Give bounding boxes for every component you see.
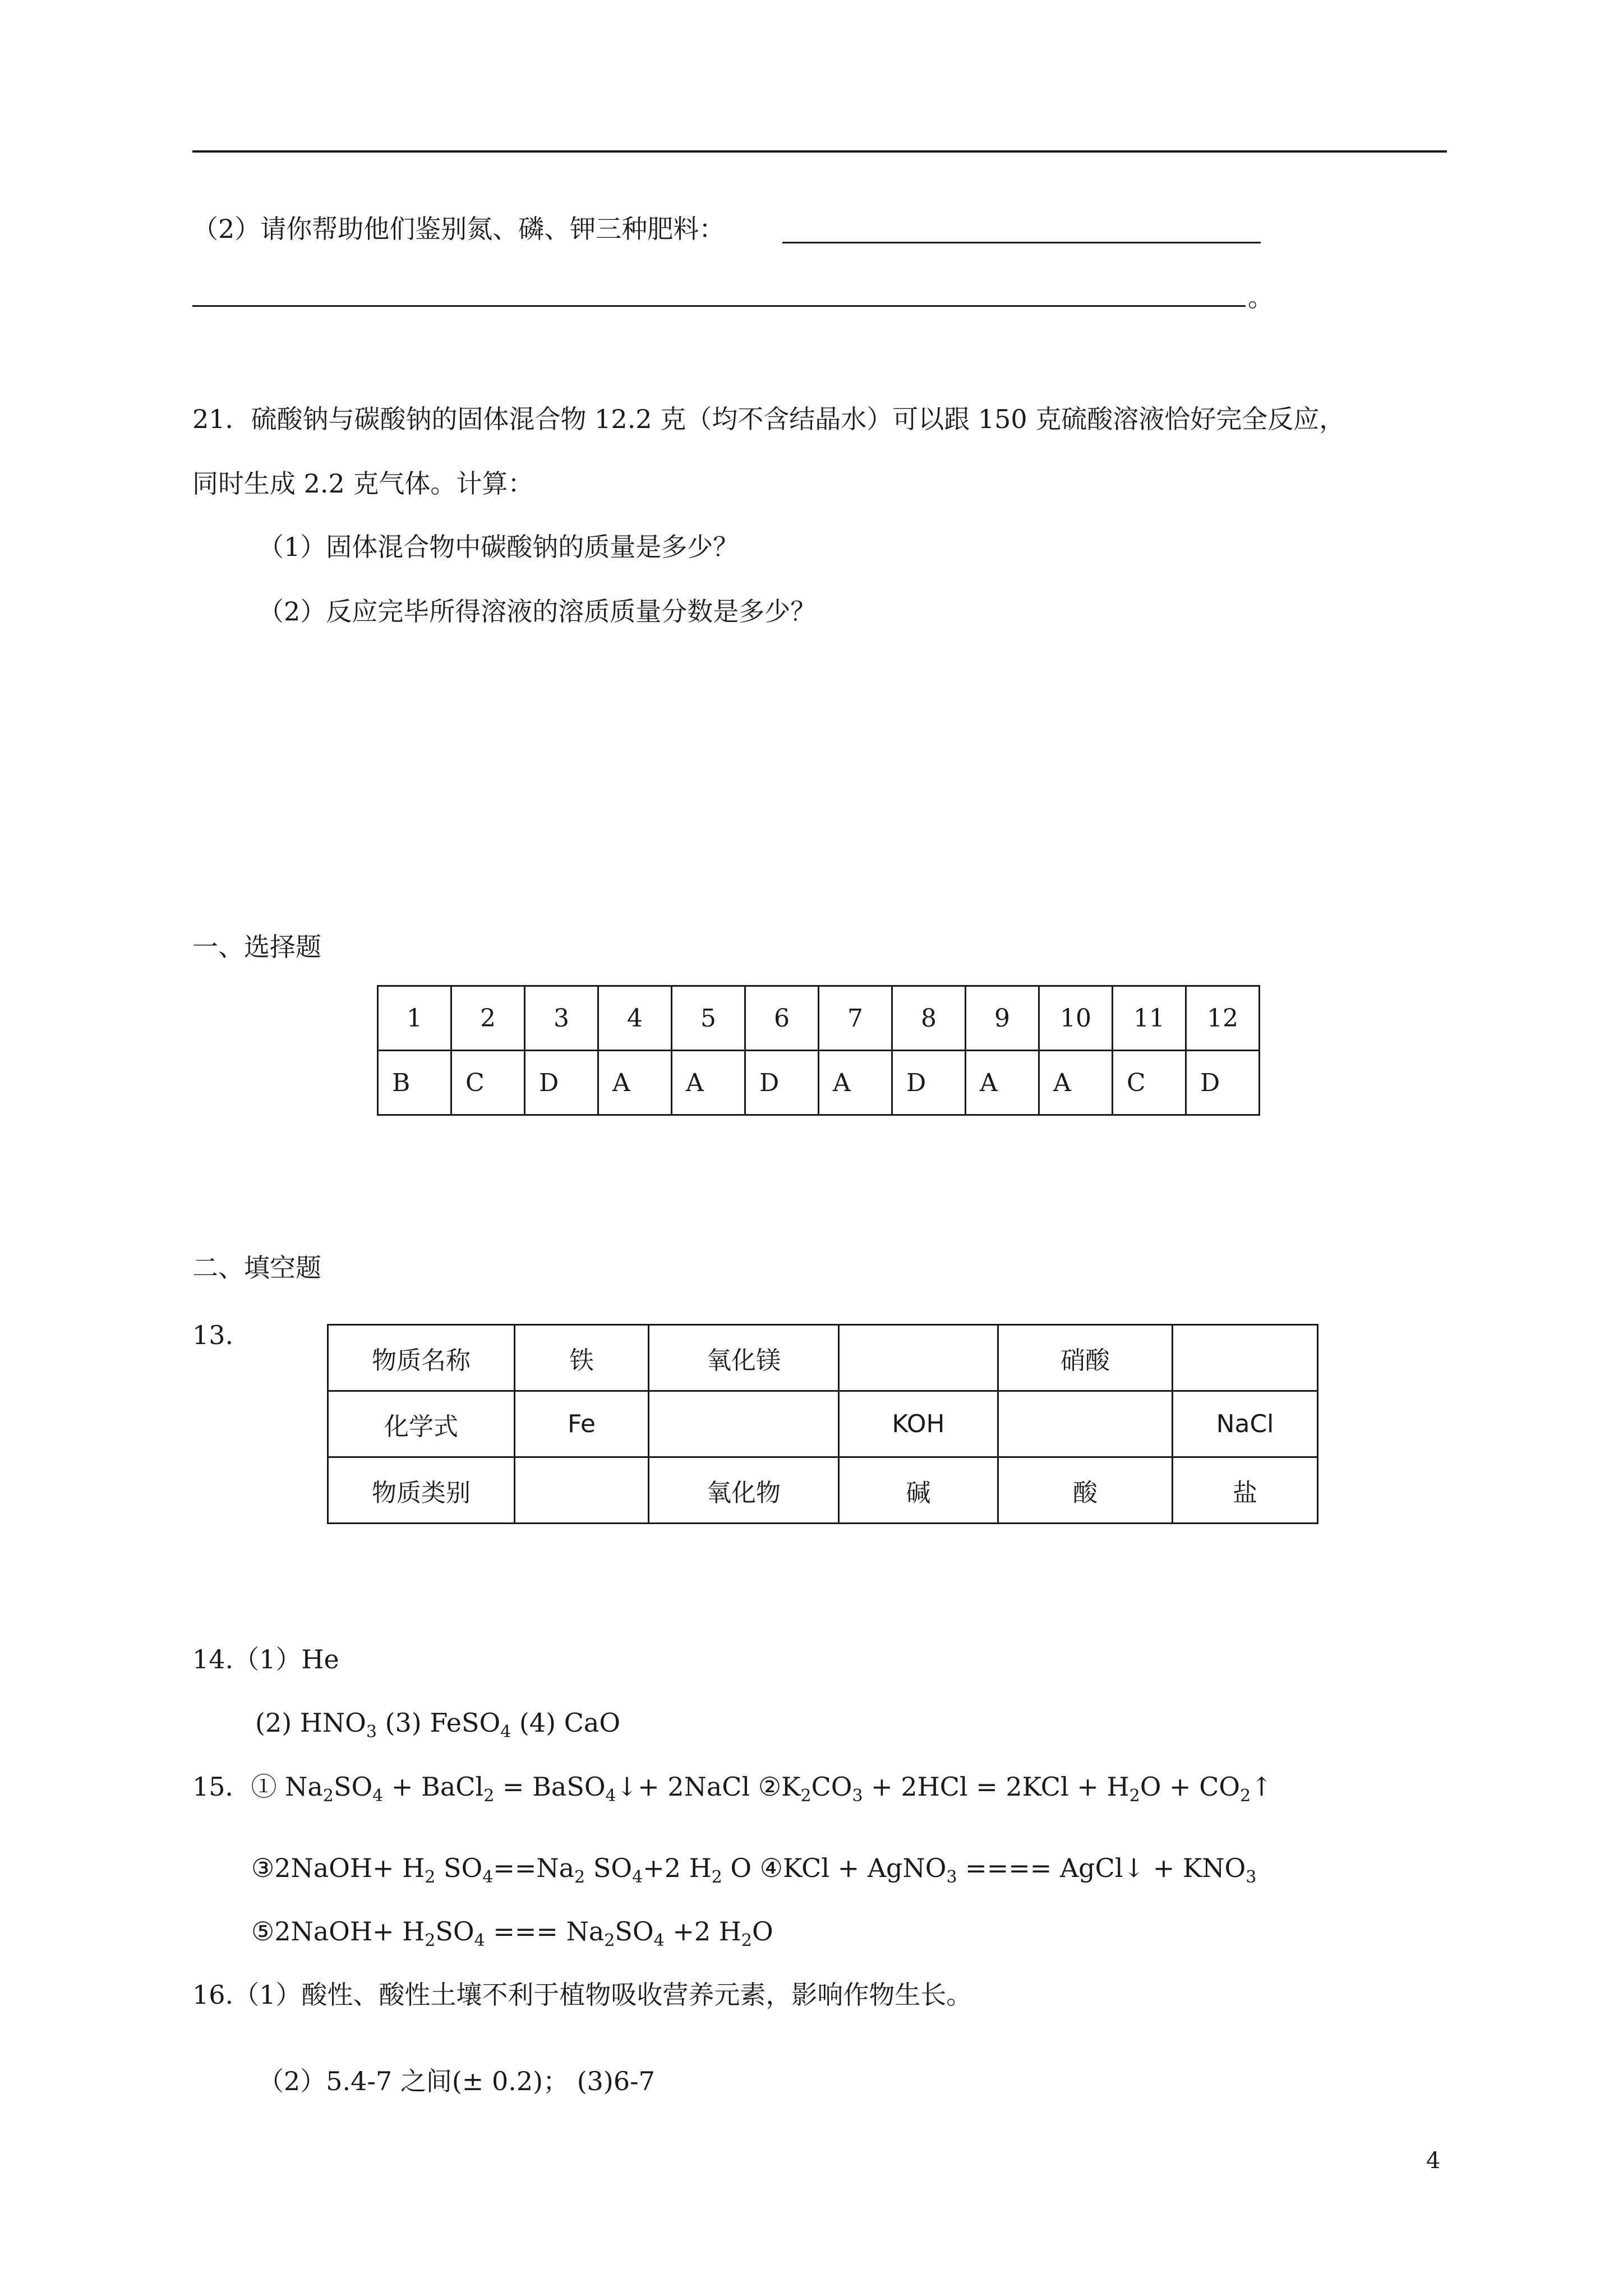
table-cell: 5 — [672, 986, 745, 1051]
substance-table — [327, 1324, 1318, 1524]
table-cell: 碱 — [839, 1457, 998, 1524]
equation-part: 15．① Na — [192, 1772, 323, 1802]
subscript: 4 — [653, 1931, 665, 1950]
table-cell: 4 — [598, 986, 672, 1051]
equation-part: O — [751, 1916, 773, 1947]
table-cell: A — [672, 1051, 745, 1115]
table-cell: 9 — [966, 986, 1039, 1051]
subscript: 2 — [425, 1931, 436, 1950]
table-row — [328, 1325, 1318, 1391]
answer-line-1 — [782, 242, 1261, 243]
subscript: 2 — [322, 1786, 334, 1806]
table-cell: D — [892, 1051, 966, 1115]
q14-line1: 14.（1）He — [192, 1644, 339, 1674]
table-cell: D — [745, 1051, 819, 1115]
q16-line2: （2）5.4-7 之间(± 0.2)； (3)6-7 — [258, 2066, 655, 2096]
section2-title: 二、填空题 — [192, 1253, 321, 1283]
answer-part: (3) FeSO — [376, 1708, 501, 1738]
subscript: 4 — [474, 1931, 485, 1950]
equation-part: ==Na — [493, 1853, 575, 1883]
table-cell: 酸 — [998, 1457, 1173, 1524]
table-cell: C — [1113, 1051, 1186, 1115]
q15-line1 — [192, 1770, 1272, 1806]
equation-part: ③2NaOH+ H — [251, 1853, 425, 1883]
table-cell: 11 — [1113, 986, 1186, 1051]
equation-part: SO — [585, 1853, 633, 1883]
table-cell: 物质类别 — [328, 1457, 515, 1524]
subscript: 4 — [482, 1867, 494, 1887]
equation-part: SO — [333, 1772, 373, 1802]
table-cell: D — [1186, 1051, 1260, 1115]
table-cell: 物质名称 — [328, 1325, 515, 1391]
table-row — [328, 1457, 1318, 1524]
subscript: 2 — [711, 1867, 722, 1887]
equation-part: ↑ — [1251, 1772, 1272, 1802]
table-cell: KOH — [839, 1391, 998, 1457]
table-cell: NaCl — [1173, 1391, 1318, 1457]
equation-part: +2 H — [664, 1916, 741, 1947]
page-number: 4 — [1426, 2148, 1441, 2174]
equation-part: ==== AgCl↓ + KNO — [957, 1853, 1246, 1883]
subscript: 2 — [741, 1931, 752, 1950]
table-cell: D — [525, 1051, 598, 1115]
answer-table-number-row — [378, 986, 1260, 1051]
table-cell — [649, 1391, 839, 1457]
header-rule — [192, 150, 1447, 153]
q21-sub1: （1）固体混合物中碳酸钠的质量是多少？ — [258, 532, 739, 562]
subscript: 2 — [425, 1867, 436, 1887]
q21-sub2: （2）反应完毕所得溶液的溶质质量分数是多少？ — [258, 596, 817, 627]
subscript: 3 — [1246, 1867, 1257, 1887]
table-cell: B — [378, 1051, 451, 1115]
equation-part: ⑤2NaOH+ H — [251, 1916, 425, 1947]
equation-part: +2 H — [643, 1853, 712, 1883]
q2-prompt: （2）请你帮助他们鉴别氮、磷、钾三种肥料： — [192, 214, 725, 244]
table-cell: 2 — [451, 986, 525, 1051]
subscript: 2 — [800, 1786, 811, 1806]
answer-line-2 — [192, 305, 1246, 307]
equation-part: SO — [615, 1916, 654, 1947]
subscript: 2 — [1129, 1786, 1140, 1806]
equation-part: O + CO — [1140, 1772, 1241, 1802]
answer-part: (2) HNO — [255, 1708, 366, 1738]
q15-line2 — [251, 1851, 1256, 1885]
subscript: 2 — [483, 1786, 495, 1806]
section1-title: 一、选择题 — [192, 932, 321, 962]
subscript: 4 — [632, 1867, 643, 1887]
table-row — [328, 1391, 1318, 1457]
table-cell: A — [819, 1051, 892, 1115]
table-cell — [839, 1325, 998, 1391]
subscript: 2 — [604, 1931, 615, 1950]
table-cell: 盐 — [1173, 1457, 1318, 1524]
q13-label: 13. — [192, 1320, 234, 1350]
equation-part: = BaSO — [494, 1772, 606, 1802]
subscript: 3 — [852, 1786, 863, 1806]
equation-part: ↓+ 2NaCl ②K — [616, 1772, 801, 1802]
table-cell: 10 — [1039, 986, 1113, 1051]
table-cell: 氧化镁 — [649, 1325, 839, 1391]
equation-part: SO — [435, 1853, 483, 1883]
subscript: 2 — [574, 1867, 585, 1887]
equation-part: CO — [811, 1772, 852, 1802]
equation-part: SO — [435, 1916, 474, 1947]
q15-line3 — [251, 1915, 773, 1948]
table-cell: A — [598, 1051, 672, 1115]
table-cell: 6 — [745, 986, 819, 1051]
answer-part: (4) CaO — [511, 1708, 621, 1738]
q16-line1: 16.（1）酸性、酸性土壤不利于植物吸收营养元素，影响作物生长。 — [192, 1980, 972, 2010]
equation-part: O ④KCl + AgNO — [722, 1853, 947, 1883]
table-cell: 3 — [525, 986, 598, 1051]
q21-line1: 21．硫酸钠与碳酸钠的固体混合物 12.2 克（均不含结晶水）可以跟 150 克硫酸溶液恰好完全反应， — [192, 404, 1345, 434]
table-cell: C — [451, 1051, 525, 1115]
table-cell: 硝酸 — [998, 1325, 1173, 1391]
q21-line2: 同时生成 2.2 克气体。计算： — [192, 468, 534, 499]
subscript: 4 — [372, 1786, 384, 1806]
subscript: 4 — [605, 1786, 616, 1806]
table-cell — [1173, 1325, 1318, 1391]
table-cell — [998, 1391, 1173, 1457]
subscript: 3 — [946, 1867, 957, 1887]
table-cell: 12 — [1186, 986, 1260, 1051]
table-cell: Fe — [515, 1391, 649, 1457]
subscript: 4 — [500, 1722, 511, 1742]
table-cell: 氧化物 — [649, 1457, 839, 1524]
table-cell: 化学式 — [328, 1391, 515, 1457]
table-cell: 铁 — [515, 1325, 649, 1391]
answer-table-answer-row — [378, 1051, 1260, 1115]
equation-part: === Na — [485, 1916, 605, 1947]
table-cell: A — [1039, 1051, 1113, 1115]
table-cell: 8 — [892, 986, 966, 1051]
table-cell — [515, 1457, 649, 1524]
subscript: 2 — [1240, 1786, 1251, 1806]
table-cell: 7 — [819, 986, 892, 1051]
end-mark: 。 — [1248, 282, 1274, 312]
subscript: 3 — [366, 1722, 377, 1742]
equation-part: + BaCl — [383, 1772, 484, 1802]
q14-line2 — [255, 1706, 620, 1740]
answer-table — [377, 985, 1260, 1116]
table-cell: 1 — [378, 986, 451, 1051]
equation-part: + 2HCl = 2KCl + H — [863, 1772, 1129, 1802]
table-cell: A — [966, 1051, 1039, 1115]
